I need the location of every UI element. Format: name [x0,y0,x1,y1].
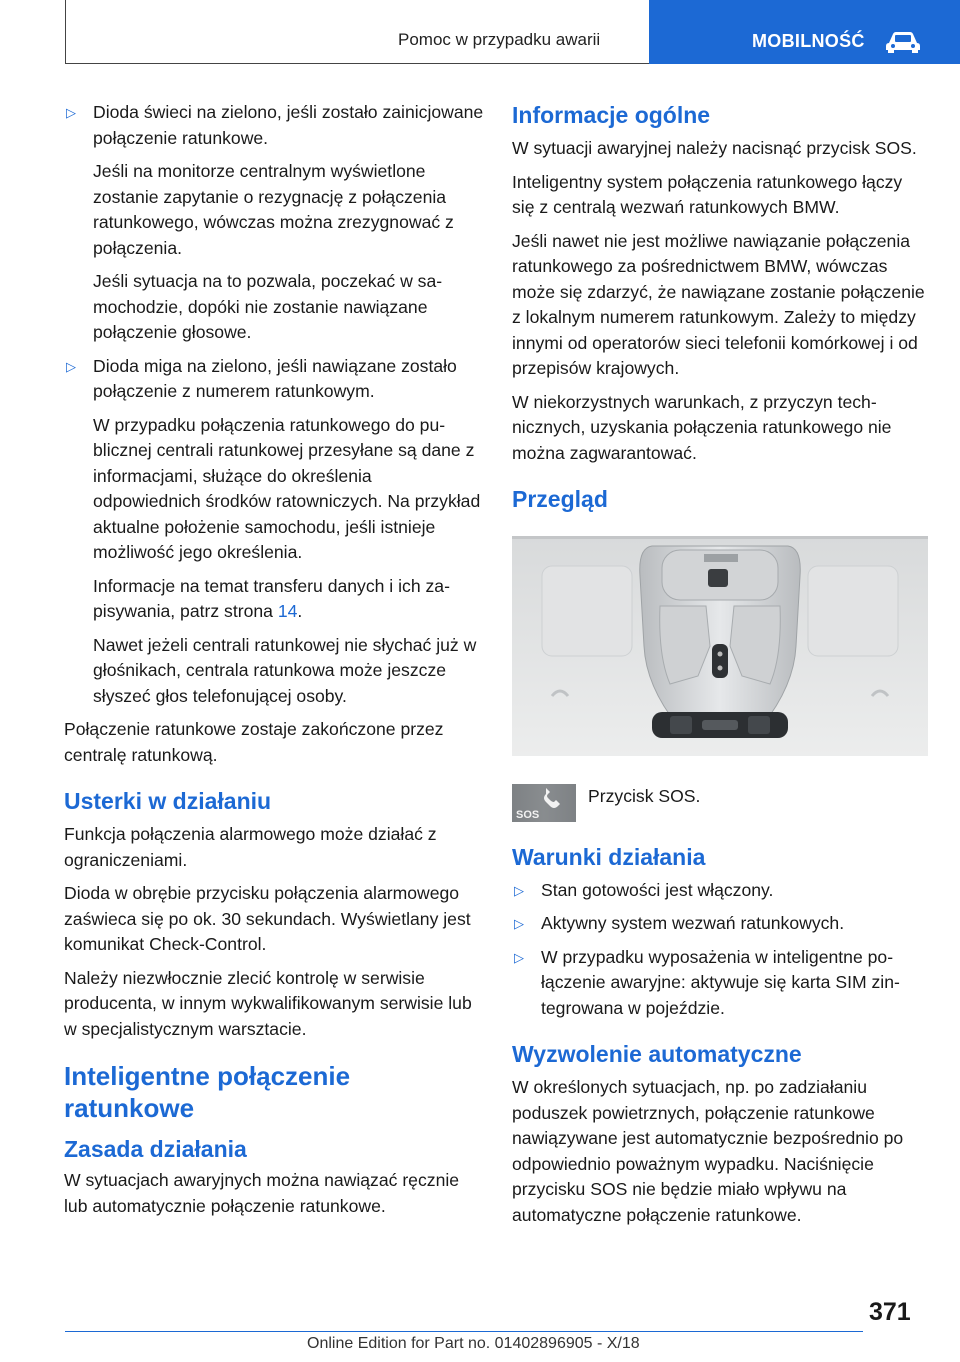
header-divider-horizontal [65,63,649,64]
page-link[interactable]: 14 [277,601,298,621]
heading-intelligent-call: Inteligentne połączenie ratunkowe [64,1061,351,1123]
sos-caption: Przycisk SOS. [588,785,701,806]
list-item: ▷ Aktywny system wezwań ratunkowych. [512,911,928,937]
heading-auto-trigger: Wyzwolenie automatyczne [512,1041,802,1067]
bullet-triangle-icon: ▷ [514,882,524,898]
heading-general: Informacje ogólne [512,102,711,128]
paragraph: Funkcja połączenia alarmowego może działać z ograniczeniami. [64,824,437,870]
paragraph: Inteligentny system połączenia ratunkowego łączy się z centralą wezwań ratunkowych BMW. [512,171,903,217]
sos-button-icon [512,784,576,822]
right-column [512,100,928,1236]
page-number: 371 [869,1298,911,1326]
edition-note: Online Edition for Part no. 01402896905 - X/18 [307,1335,640,1352]
bullet-triangle-icon: ▷ [514,949,524,965]
bullet-triangle-icon: ▷ [514,916,524,931]
paragraph: W określonych sytuacjach, np. po zadziałaniu poduszek powietrznych, połączenie ratunkowe nawiązywane jest automatycznie bezpośrednio po odpowiednio poważnym wypadku. Naciśnięcie przycisku SOS nie będzie miało wpływu na automatyczne połączenie ratunkowe. [512,1077,904,1225]
chapter-title: Pomoc w przypadku awarii [398,30,601,49]
bullet-triangle-icon: ▷ [66,358,76,374]
paragraph: Należy niezwłocznie zlecić kontrolę w serwisie producenta, w innym wykwalifikowanym serwisie lub w specjalistycznym warsztacie. [64,967,472,1039]
sos-button-legend [512,784,928,822]
paragraph: Nawet jeżeli centrali ratunkowej nie słychać już w głośnikach, centrala ratunkowa może jeszcze słyszeć głos telefonującej osoby. [93,634,477,706]
list-item: ▷ W przypadku wyposażenia w inteligentne połączenie awaryjne: aktywuje się karta SIM zintegrowana w pojeździe. [514,946,900,1018]
section-tab-label: MOBILNOŚĆ [752,30,865,51]
paragraph: Jeśli sytuacja na to pozwala, poczekać w samochodzie, dopóki nie zostanie nawiązane połączenie głosowe. [93,271,443,342]
paragraph: W niekorzystnych warunkach, z przyczyn technicznych, uzyskania połączenia ratunkowego nie można zagwarantować. [512,391,892,463]
left-column [64,100,484,1227]
header-divider-vertical [65,0,66,63]
list-item: ▷ Dioda miga na zielono, jeśli nawiązane zostało połączenie z numerem ratunkowym. [66,355,457,401]
paragraph: W sytuacji awaryjnej należy nacisnąć przycisk SOS. [512,138,917,158]
paragraph: Dioda w obrębie przycisku połączenia alarmowego zaświeca się po ok. 30 sekundach. Wyświetlany jest komunikat Check-Control. [64,883,471,954]
paragraph: Jeśli na monitorze centralnym wyświetlone zostanie zapytanie o rezygnację z połączenia ratunkowego, wówczas można zrezygnować z połączenia. [93,161,454,258]
paragraph: W sytuacjach awaryjnych można nawiązać ręcznie lub automatycznie połączenie ratunkowe. [64,1170,460,1216]
heading-principle: Zasada działania [64,1136,247,1162]
paragraph: Jeśli nawet nie jest możliwe nawiązanie połączenia ratunkowego za pośrednictwem BMW, wówczas może się zdarzyć, że nawiązane zostanie połączenie z lokalnym numerem ratunkowym. Zależy to między innymi od operatorów sieci telefonii komórkowej i od przepisów krajowych. [512,230,925,378]
bullet-triangle-icon: ▷ [66,105,76,120]
list-item: ▷ Dioda świeci na zielono, jeśli zostało zainicjowane połączenie ratunkowe. [66,102,484,148]
heading-malfunction: Usterki w działaniu [64,788,272,814]
overhead-console-image [512,536,928,756]
paragraph: Informacje na temat transferu danych i ich zapisywania, patrz strona 14. [93,575,450,621]
paragraph: W przypadku połączenia ratunkowego do publicznej centrali ratunkowej przesyłane są dane z informacjami, służące do określenia odpowiednich środków ratowniczych. Na przykład aktualne położenie samochodu, jeśli istnieje możliwość jego określenia. [93,414,481,562]
list-item: ▷ Stan gotowości jest włączony. [512,878,928,904]
heading-overview: Przegląd [512,486,608,512]
heading-conditions: Warunki działania [512,843,706,870]
paragraph: Połączenie ratunkowe zostaje zakończone przez centralę ratunkową. [64,719,444,765]
footer-divider [65,1331,863,1332]
svg-text:SOS: SOS [516,808,540,821]
car-icon [883,30,923,54]
